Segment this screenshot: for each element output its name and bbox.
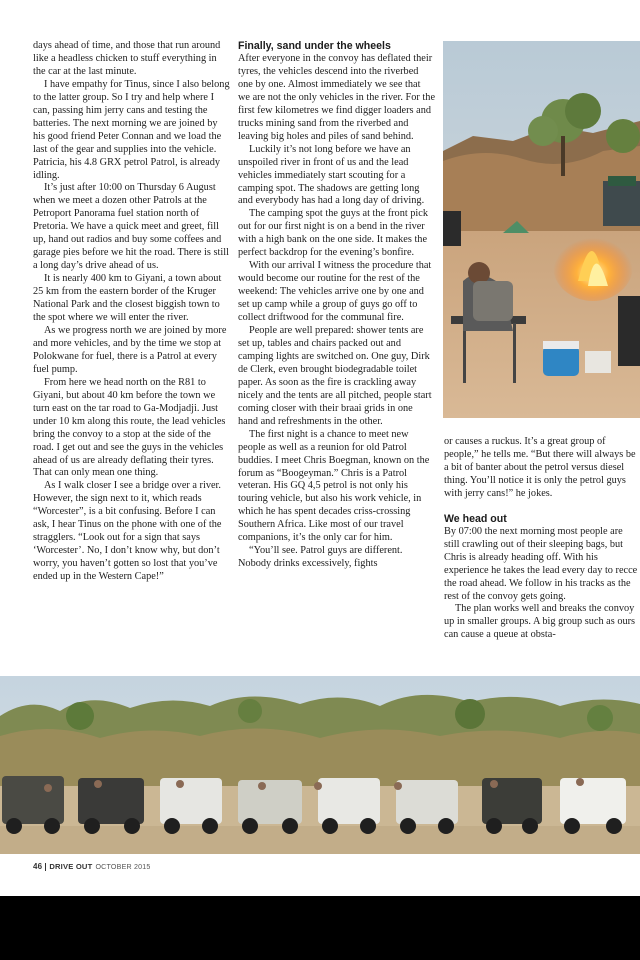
section-heading: Finally, sand under the wheels [238, 40, 391, 52]
paragraph: days ahead of time, and those that run around like a headless chicken to stuff everything in the car at the last minute. [33, 40, 221, 77]
paragraph: “You’ll see. Patrol guys are different. Nobody drinks excessively, fights [238, 545, 403, 570]
paragraph: As I walk closer I see a bridge over a river. However, the sign next to it, which reads “Worcester”, is a bit confusing. Before I can ask, I hear Tinus on the phone with one of the stragglers. “Look out for a sign that says ‘Worcester’. No, I don’t know why, but don’t worry, you haven’t gotten so lost that you’ve ended up in the Western Cape!” [33, 480, 222, 583]
paragraph: The first night is a chance to meet new people as well as a reunion for old Patrol buddies. I meet Chris Boegman, known on the forum as “Boogeyman.” Chris is a Patrol veteran. His GQ 4,5 petrol is not only his touring vehicle, but also his work vehicle, in which he has spent decades criss-crossing Southern Africa. Like most of our travel companions, it’s the only car for him. [238, 428, 430, 544]
article-column-3 [444, 436, 640, 642]
convoy-photo [0, 676, 640, 854]
paragraph: From here we head north on the R81 to Giyani, but about 40 km before the town we turn east on the tar road to Ga-Modjadji. Just under 10 km along this route, the lead vehicles bring the convoy to a stop at the side of the road. I get out and see the guys in the vehicles ahead of us are already deflating their tyres. That can only mean one thing. [33, 376, 226, 479]
paragraph: I have empathy for Tinus, since I also belong to the latter group. So I try and help where I can, passing him jerry cans and testing the batteries. The next morning we are joined by his good friend Peter Connan and we load the last of the gear and supplies into the vehicle. Patricia, his 4.8 GRX petrol Patrol, is already idling. [33, 78, 230, 181]
paragraph: The camping spot the guys at the front pick out for our first night is on a bend in the river with a high bank on the one side. It makes the perfect backdrop for the evening’s bonfire. [238, 208, 429, 259]
footer-divider [45, 863, 46, 871]
issue-date: OCTOBER 2015 [95, 862, 151, 871]
paragraph: People are well prepared: shower tents are set up, tables and chairs packed out and camping lights are switched on. One guy, Dirk de Clerk, even brought biodegradable toilet paper. As soon as the fire is crackling away nicely and the tents are all pitched, people start coming closer with their braai grids in one hand and refreshments in the other. [238, 325, 432, 427]
bottom-black-band [0, 896, 640, 960]
paragraph: As we progress north we are joined by more and more vehicles, and by the time we stop at Polokwane for fuel, there is a Patrol at every fuel pump. [33, 324, 227, 375]
article-column-1 [33, 40, 230, 584]
page-number: 46 [33, 862, 43, 871]
campfire-photo [443, 41, 640, 418]
section-heading: We head out [444, 512, 507, 525]
paragraph: After everyone in the convoy has deflated their tyres, the vehicles descend into the riverbed one by one. Almost immediately we see that we are not the only vehicles in the river. For the first few kilometres we find digger loaders and trucks mining sand from the riverbed and leaving big holes and piles of sand behind. [238, 53, 436, 142]
paragraph: It is nearly 400 km to Giyani, a town about 25 km from the eastern border of the Kruger National Park and the closest biggish town to the spot where we will enter the river. [33, 273, 222, 324]
paragraph: Luckily it’s not long before we have an unspoiled river in front of us and the lead vehicles immediately start scouting for a camping spot. The shadows are getting long and everybody has had a long day of driving. [238, 143, 425, 207]
paragraph: With our arrival I witness the procedure that would become our routine for the rest of the weekend: The vehicles arrive one by one and set up camp while a group of guys go off to collect driftwood for the communal fire. [238, 260, 432, 324]
paragraph: By 07:00 the next morning most people are still crawling out of their sleeping bags, but Chris is already heading off. With his experience he takes the lead every day to recce the road ahead. We follow in his tracks as the rest of the convoy gets going. [444, 525, 638, 602]
paragraph: It’s just after 10:00 on Thursday 6 August when we meet a dozen other Patrols at the Petroport Panorama fuel station north of Pretoria. We have a quick meet and greet, fill up, hand out radios and buy some coffees and garage pies before we hit the road. There is still a long day’s drive ahead of us. [33, 182, 229, 272]
paragraph: or causes a ruckus. It’s a great group of people,” he tells me. “But there will always be a bit of banter about the petrol versus diesel thing. You’ll notice it is only the petrol guys with jerry cans!” he jokes. [444, 436, 636, 499]
page-footer [33, 862, 151, 871]
article-column-2 [238, 40, 435, 571]
magazine-name: DRIVE OUT [49, 862, 93, 871]
paragraph: The plan works well and breaks the convoy up in smaller groups. A big group such as ours can cause a queue at obsta- [444, 603, 636, 641]
